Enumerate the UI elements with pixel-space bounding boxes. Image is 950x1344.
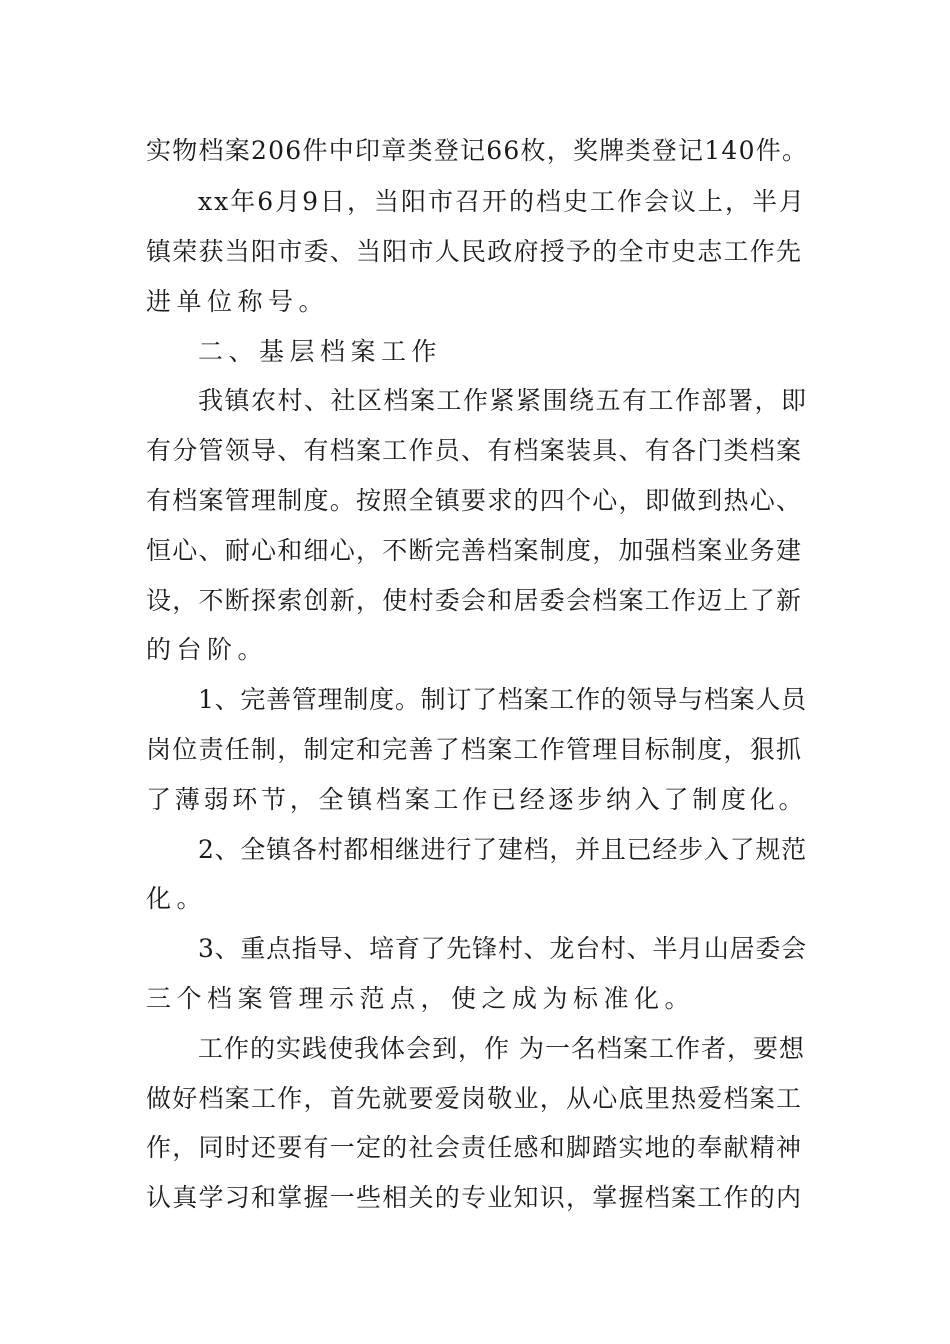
text-line: 设，不断探索创新，使村委会和居委会档案工作迈上了新 bbox=[146, 586, 803, 615]
paragraph-first-line: 工作的实践使我体会到，作 为一名档案工作者，要想 bbox=[198, 1034, 805, 1063]
text-line: 作，同时还要有一定的社会责任感和脚踏实地的奉献精神 bbox=[146, 1133, 803, 1162]
text-line: 化。 bbox=[146, 884, 208, 913]
text-line: 三个档案管理示范点，使之成为标准化。 bbox=[146, 984, 696, 1013]
paragraph-first-line: 我镇农村、社区档案工作紧紧围绕五有工作部署，即 bbox=[198, 386, 808, 415]
paragraph-first-line: xx年6月9日，当阳市召开的档史工作会议上，半月 bbox=[198, 187, 807, 216]
text-line: 有分管领导、有档案工作员、有档案装具、有各门类档案 bbox=[146, 436, 803, 465]
text-line: 实物档案206件中印章类登记66枚，奖牌类登记140件。 bbox=[146, 136, 809, 165]
paragraph-first-line: 3、重点指导、培育了先锋村、龙台村、半月山居委会 bbox=[198, 934, 807, 963]
text-line: 恒心、耐心和细心，不断完善档案制度，加强档案业务建 bbox=[146, 536, 803, 565]
text-line: 进单位称号。 bbox=[146, 287, 330, 316]
paragraph-first-line: 1、完善管理制度。制订了档案工作的领导与档案人员 bbox=[198, 685, 807, 714]
text-line: 认真学习和掌握一些相关的专业知识，掌握档案工作的内 bbox=[146, 1183, 803, 1212]
paragraph-first-line: 2、全镇各村都相继进行了建档，并且已经步入了规范 bbox=[198, 835, 807, 864]
text-line: 有档案管理制度。按照全镇要求的四个心，即做到热心、 bbox=[146, 486, 803, 515]
text-line: 镇荣获当阳市委、当阳市人民政府授予的全市史志工作先 bbox=[146, 237, 803, 266]
text-line: 做好档案工作，首先就要爱岗敬业，从心底里热爱档案工 bbox=[146, 1084, 803, 1113]
text-line: 的台阶。 bbox=[146, 635, 269, 664]
text-line: 岗位责任制，制定和完善了档案工作管理目标制度，狠抓 bbox=[146, 735, 803, 764]
text-line: 了薄弱环节，全镇档案工作已经逐步纳入了制度化。 bbox=[146, 785, 808, 814]
section-heading: 二、基层档案工作 bbox=[198, 337, 443, 366]
